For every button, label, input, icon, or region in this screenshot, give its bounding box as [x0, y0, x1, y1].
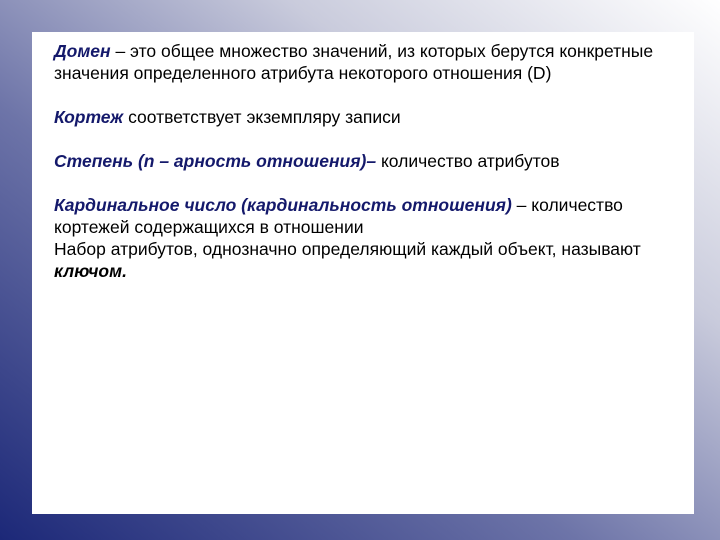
degree-term: Степень (n – арность отношения)–: [54, 151, 377, 171]
degree-description: количество атрибутов: [376, 151, 560, 171]
domain-term: Домен: [54, 41, 111, 61]
degree-definition: [54, 150, 674, 172]
key-description: Набор атрибутов, однозначно определяющий каждый объект, называют: [54, 239, 641, 259]
cardinal-definition: [54, 194, 674, 238]
domain-definition: [54, 40, 674, 84]
spacer: [54, 84, 674, 106]
tuple-term: Кортеж: [54, 107, 124, 127]
content-card: [32, 32, 694, 514]
definitions-text: [54, 40, 674, 282]
domain-description: – это общее множество значений, из которых берутся конкретные значения определенного атрибута некоторого отношения (D): [54, 41, 654, 83]
tuple-description: соответствует экземпляру записи: [123, 107, 401, 127]
key-term: ключом: [54, 261, 123, 281]
key-definition: [54, 238, 674, 282]
spacer: [54, 172, 674, 194]
spacer: [54, 128, 674, 150]
key-period: .: [122, 261, 127, 281]
tuple-definition: [54, 106, 674, 128]
cardinal-description: – количество кортежей содержащихся в отношении: [54, 195, 623, 237]
cardinal-term: Кардинальное число (кардинальность отношения): [54, 195, 512, 215]
